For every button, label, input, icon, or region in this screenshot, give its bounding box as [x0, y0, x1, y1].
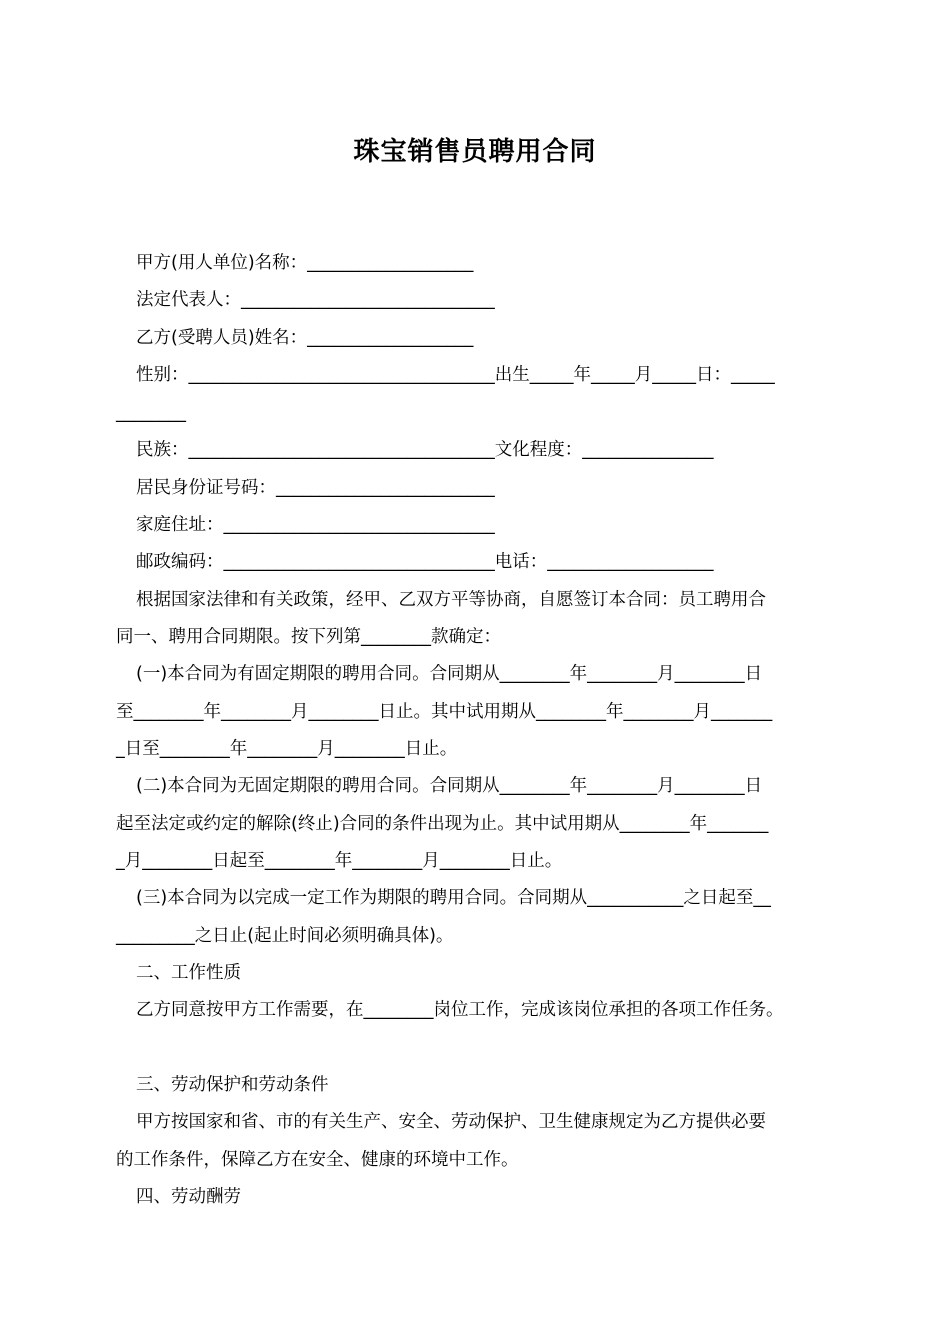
gender-birth-line-cont: ________: [116, 403, 186, 423]
section-heading: 三、劳动保护和劳动条件: [136, 1075, 329, 1095]
gender-birth-line: 性别：___________________________________出生_____年_____月_____日：_____: [136, 365, 775, 385]
paragraph-line: 根据国家法律和有关政策，经甲、乙双方平等协商，自愿签订本合同：员工聘用合: [136, 590, 766, 610]
paragraph-line: 甲方按国家和省、市的有关生产、安全、劳动保护、卫生健康规定为乙方提供必要: [136, 1112, 766, 1132]
paragraph-line: 同一、聘用合同期限。按下列第________款确定：: [116, 627, 501, 647]
clause-1-line: (一)本合同为有固定期限的聘用合同。合同期从________年________月________日: [136, 664, 763, 684]
paragraph-line: 的工作条件，保障乙方在安全、健康的环境中工作。: [116, 1150, 519, 1170]
ethnicity-education-line: 民族：___________________________________文化程度：_______________: [136, 440, 714, 460]
id-number-line: 居民身份证号码：_________________________: [136, 478, 495, 498]
paragraph-line: 乙方同意按甲方工作需要，在________岗位工作，完成该岗位承担的各项工作任务。: [136, 1000, 784, 1020]
section-heading: 二、工作性质: [136, 963, 241, 983]
employer-name-line: 甲方(用人单位)名称：___________________: [136, 253, 474, 273]
clause-1-line: 至________年________月________日止。其中试用期从________年________月_______: [116, 702, 773, 722]
section-heading: 四、劳动酬劳: [136, 1187, 241, 1207]
clause-2-line: _月________日起至________年________月________日止。: [116, 851, 563, 871]
clause-3-line: (三)本合同为以完成一定工作为期限的聘用合同。合同期从___________之日起至__: [136, 888, 771, 908]
legal-representative-line: 法定代表人：_____________________________: [136, 290, 495, 310]
home-address-line: 家庭住址：_______________________________: [136, 515, 495, 535]
employee-name-line: 乙方(受聘人员)姓名：___________________: [136, 328, 474, 348]
clause-3-line: _________之日止(起止时间必须明确具体)。: [116, 926, 454, 946]
clause-2-line: (二)本合同为无固定期限的聘用合同。合同期从________年________月________日: [136, 776, 763, 796]
clause-1-line: _日至________年________月________日止。: [116, 739, 458, 759]
postcode-phone-line: 邮政编码：_______________________________电话：___________________: [136, 552, 714, 572]
clause-2-line: 起至法定或约定的解除(终止)合同的条件出现为止。其中试用期从________年_______: [116, 814, 769, 834]
document-title: 珠宝销售员聘用合同: [353, 137, 597, 167]
